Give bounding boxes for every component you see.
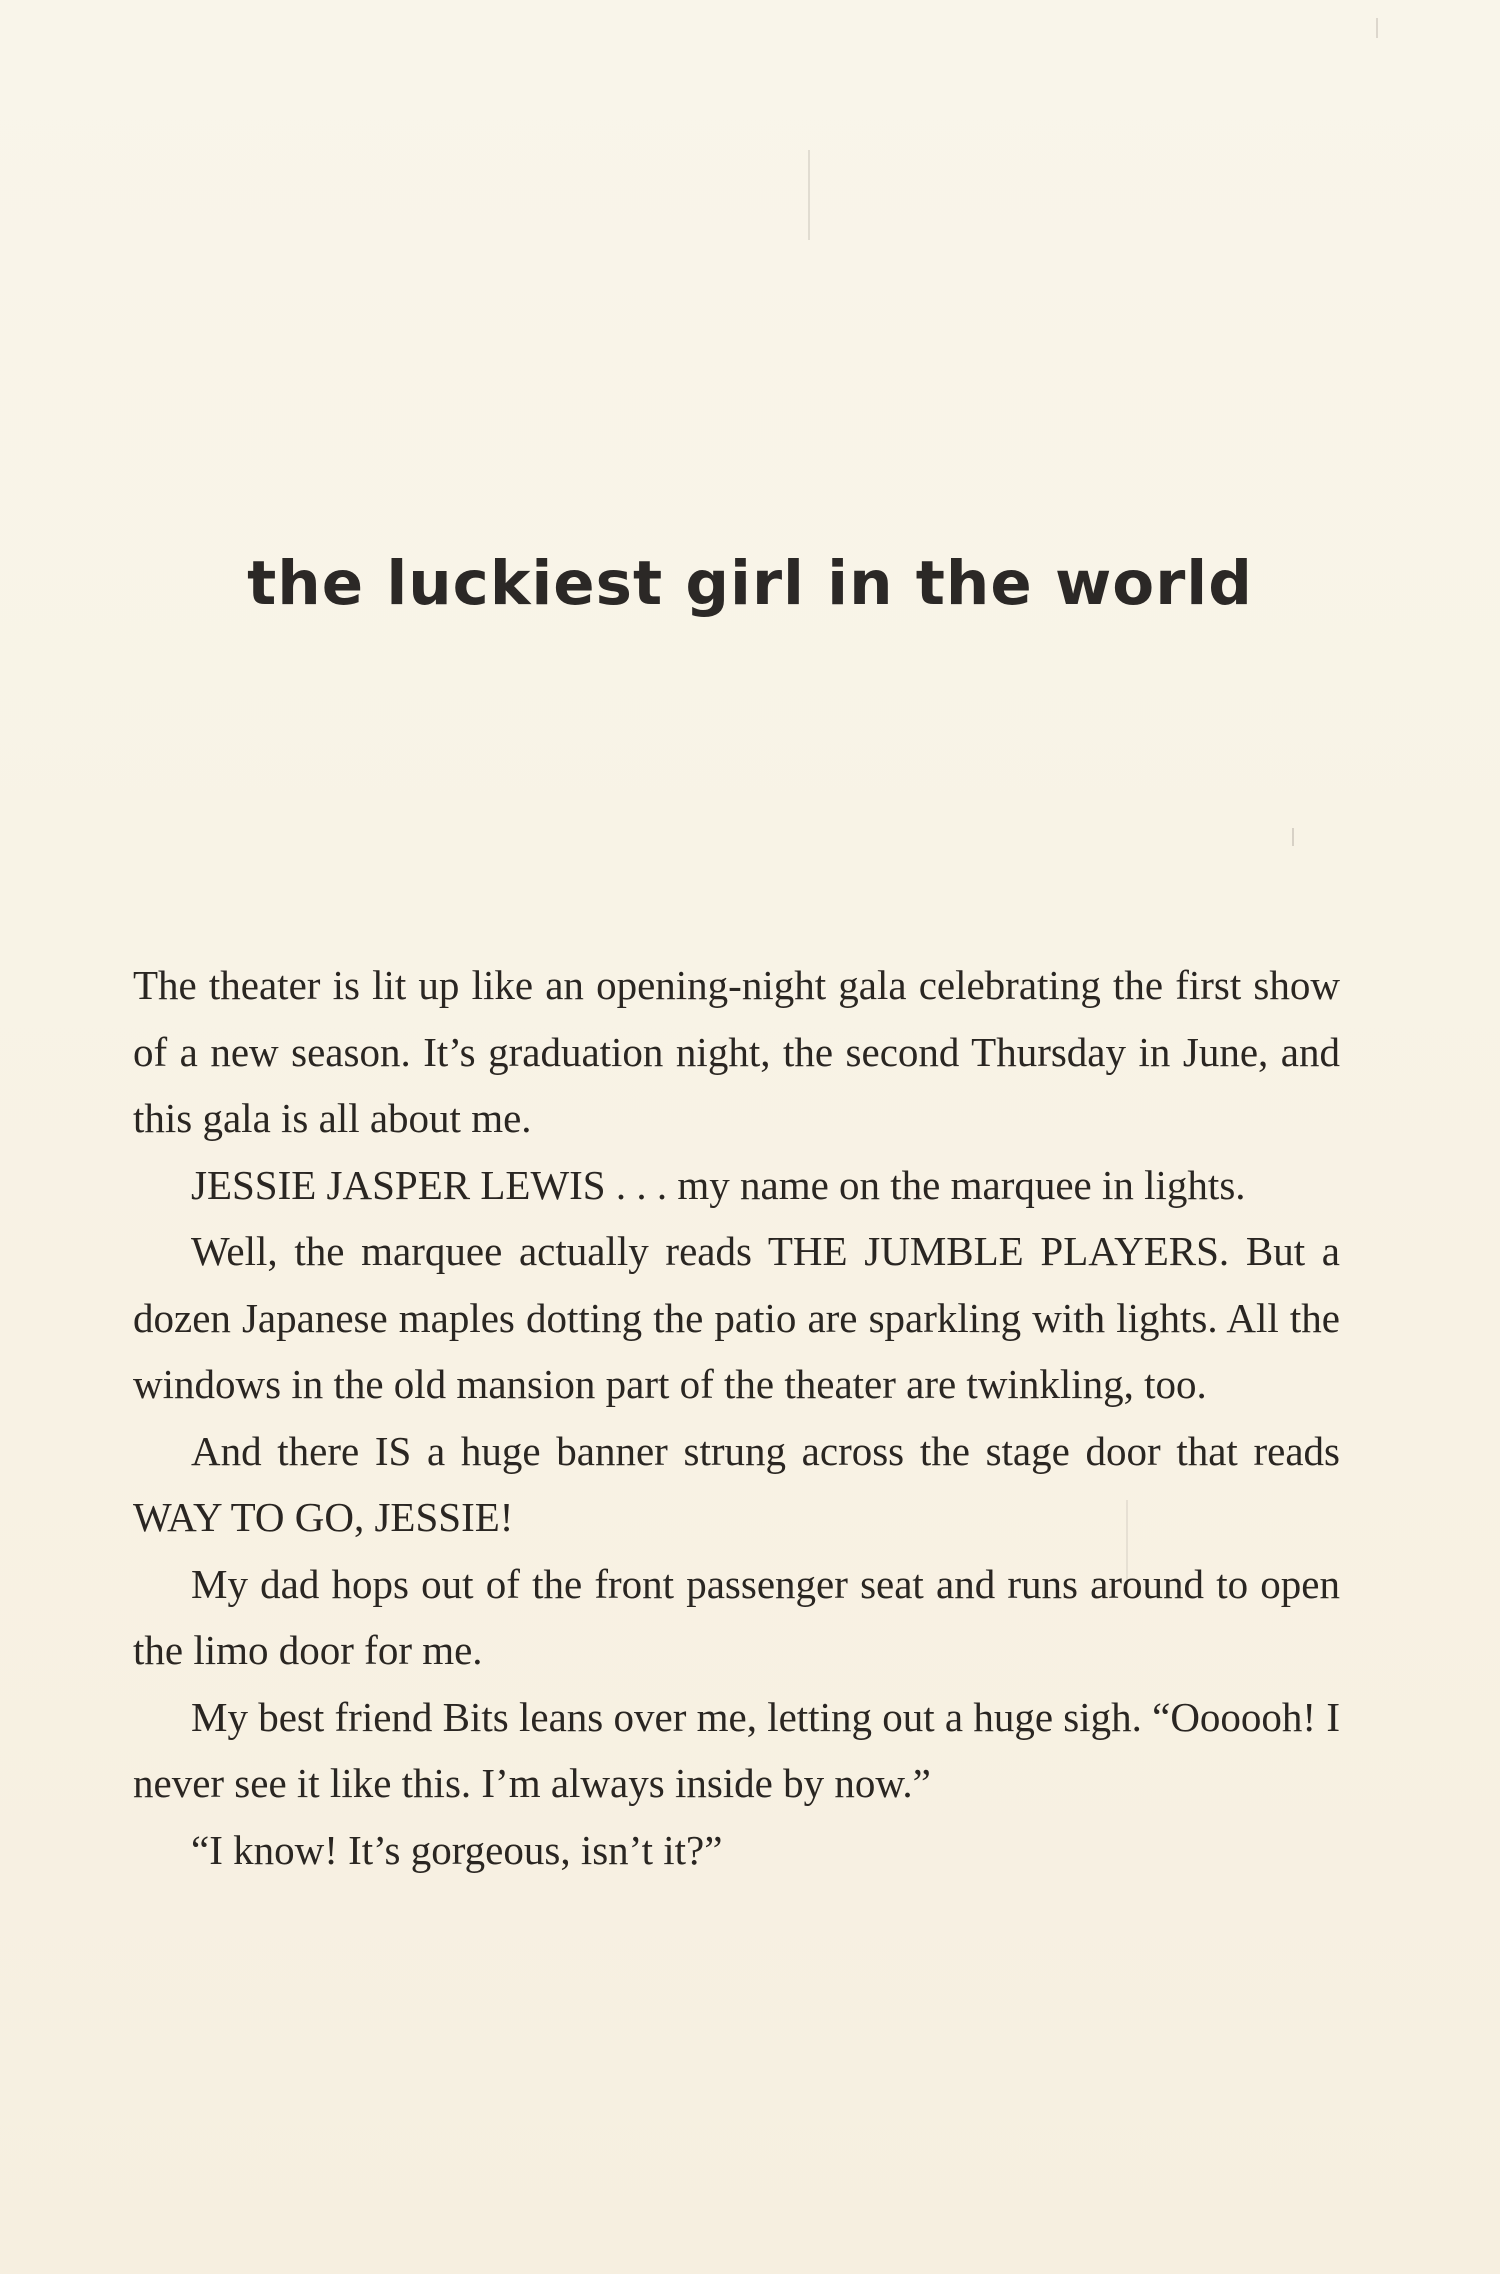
paper-speck [808,150,810,240]
chapter-title: the luckiest girl in the world [247,548,1253,619]
paragraph: And there IS a huge banner strung across the stage door that reads WAY TO GO, JESSIE! [133,1427,1340,1540]
paragraph: My best friend Bits leans over me, letting out a huge sigh. “Oooooh! I never see it like this. I’m always inside by now.” [133,1693,1340,1806]
paragraph: My dad hops out of the front passenger seat and runs around to open the limo door for me. [133,1560,1340,1673]
paper-speck [1376,18,1378,38]
chapter-body [133,952,1340,1883]
paragraph: “I know! It’s gorgeous, isn’t it?” [191,1826,723,1873]
paragraph: Well, the marquee actually reads THE JUMBLE PLAYERS. But a dozen Japanese maples dotting the patio are sparkling with lights. All the windows in the old mansion part of the theater are twinkling, too. [133,1228,1340,1407]
paragraph: The theater is lit up like an opening-night gala celebrating the first show of a new season. It’s graduation night, the second Thursday in June, and this gala is all about me. [133,962,1340,1141]
paper-speck [1292,828,1294,846]
paragraph: JESSIE JASPER LEWIS . . . my name on the marquee in lights. [191,1161,1246,1208]
